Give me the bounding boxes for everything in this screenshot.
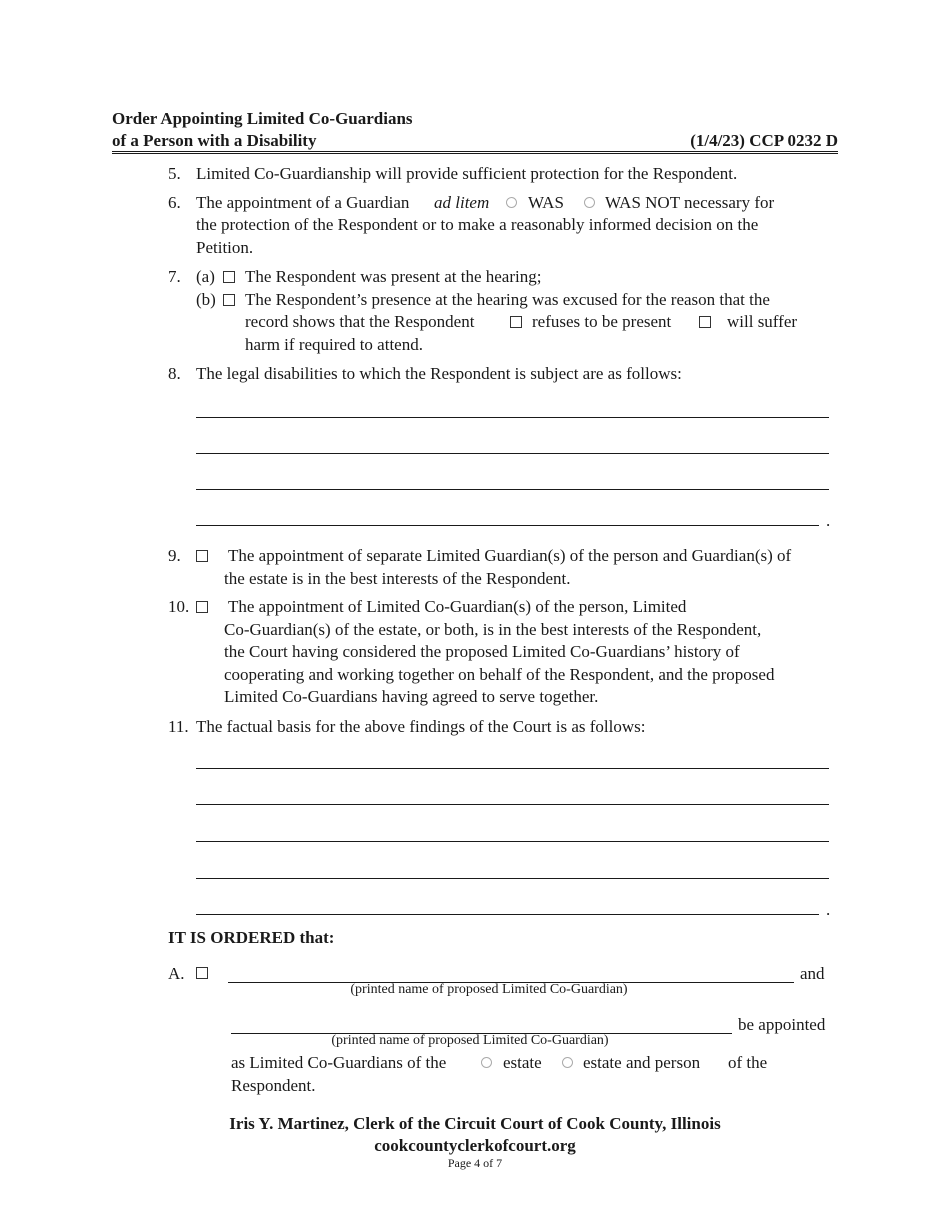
order-line-pre: as Limited Co-Guardians of the	[231, 1053, 447, 1072]
header-rule	[112, 151, 838, 152]
be-appointed-text: be appointed	[738, 1015, 826, 1034]
item-10-line1: The appointment of Limited Co-Guardian(s) of the person, Limited	[228, 597, 687, 616]
opt-estate-person-label: estate and person	[583, 1053, 701, 1072]
item-7a-label: (a)	[196, 267, 215, 286]
item-11-text: The factual basis for the above findings of the Court is as follows:	[196, 717, 646, 736]
item-6-line3: Petition.	[196, 238, 254, 257]
item-8-period: .	[826, 511, 831, 530]
item-6-number: 6.	[168, 193, 181, 212]
item-7b-line1: The Respondent’s presence at the hearing was excused for the reason that the	[245, 290, 770, 309]
checkbox-refuses-present[interactable]	[510, 316, 522, 328]
item-8-write-line-2[interactable]	[196, 453, 829, 454]
checkbox-7a[interactable]	[223, 271, 235, 283]
item-11-write-line-2[interactable]	[196, 804, 829, 805]
radio-was-not[interactable]	[584, 197, 595, 208]
item-6-was-not-label: WAS NOT necessary for	[605, 193, 775, 212]
item-9-line1: The appointment of separate Limited Guardian(s) of the person and Guardian(s) of	[228, 546, 792, 565]
checkbox-order-a[interactable]	[196, 967, 208, 979]
checkbox-10[interactable]	[196, 601, 208, 613]
checkbox-will-suffer-harm[interactable]	[699, 316, 711, 328]
co-guardian-1-caption: (printed name of proposed Limited Co-Guardian)	[350, 982, 628, 997]
item-8-number: 8.	[168, 364, 181, 383]
item-11-write-line-1[interactable]	[196, 768, 829, 769]
item-11-period: .	[826, 900, 831, 919]
item-7b-line3: harm if required to attend.	[245, 335, 423, 354]
item-10-line2: Co-Guardian(s) of the estate, or both, is in the best interests of the Respondent,	[224, 620, 762, 639]
opt-estate-label: estate	[503, 1053, 542, 1072]
item-5-text: Limited Co-Guardianship will provide sufficient protection for the Respondent.	[196, 164, 738, 183]
form-title-line1: Order Appointing Limited Co-Guardians	[112, 109, 413, 128]
checkbox-9[interactable]	[196, 550, 208, 562]
item-7b-label: (b)	[196, 290, 216, 309]
item-11-write-line-5[interactable]	[196, 914, 819, 915]
item-6-was-label: WAS	[528, 193, 564, 212]
radio-estate-and-person[interactable]	[562, 1057, 573, 1068]
radio-estate[interactable]	[481, 1057, 492, 1068]
item-8-write-line-1[interactable]	[196, 417, 829, 418]
co-guardian-2-caption: (printed name of proposed Limited Co-Guardian)	[331, 1033, 609, 1048]
item-10-line4: cooperating and working together on behalf of the Respondent, and the proposed	[224, 665, 775, 684]
item-6-line2: the protection of the Respondent or to make a reasonably informed decision on the	[196, 215, 759, 234]
item-8-write-line-4[interactable]	[196, 525, 819, 526]
clerk-name: Iris Y. Martinez, Clerk of the Circuit Court of Cook County, Illinois	[229, 1114, 721, 1133]
item-7-number: 7.	[168, 267, 181, 286]
item-10-line3: the Court having considered the proposed Limited Co-Guardians’ history of	[224, 642, 740, 661]
order-a-label: A.	[168, 964, 185, 983]
item-11-write-line-3[interactable]	[196, 841, 829, 842]
clerk-website: cookcountyclerkofcourt.org	[374, 1136, 576, 1155]
item-7a-text: The Respondent was present at the hearing;	[245, 267, 542, 286]
item-9-number: 9.	[168, 546, 181, 565]
checkbox-7b[interactable]	[223, 294, 235, 306]
item-7b-opt2: will suffer	[727, 312, 798, 331]
respondent-text: Respondent.	[231, 1076, 316, 1095]
item-11-write-line-4[interactable]	[196, 878, 829, 879]
form-code: (1/4/23) CCP 0232 D	[690, 131, 838, 150]
item-10-number: 10.	[168, 597, 190, 616]
and-text: and	[800, 964, 825, 983]
ordered-heading: IT IS ORDERED that:	[168, 928, 335, 947]
item-11-number: 11.	[168, 717, 189, 736]
page-number: Page 4 of 7	[447, 1156, 503, 1170]
item-5-number: 5.	[168, 164, 181, 183]
item-7b-opt1: refuses to be present	[532, 312, 672, 331]
radio-was[interactable]	[506, 197, 517, 208]
header-rule-2	[112, 153, 838, 154]
item-8-write-line-3[interactable]	[196, 489, 829, 490]
item-6-ad-litem: ad litem	[434, 193, 490, 212]
item-6-text-pre: The appointment of a Guardian	[196, 193, 410, 212]
item-10-line5: Limited Co-Guardians having agreed to serve together.	[224, 687, 599, 706]
item-7b-line2-pre: record shows that the Respondent	[245, 312, 475, 331]
item-8-text: The legal disabilities to which the Respondent is subject are as follows:	[196, 364, 682, 383]
item-9-line2: the estate is in the best interests of the Respondent.	[224, 569, 571, 588]
form-title-line2: of a Person with a Disability	[112, 131, 317, 150]
of-the-text: of the	[728, 1053, 768, 1072]
